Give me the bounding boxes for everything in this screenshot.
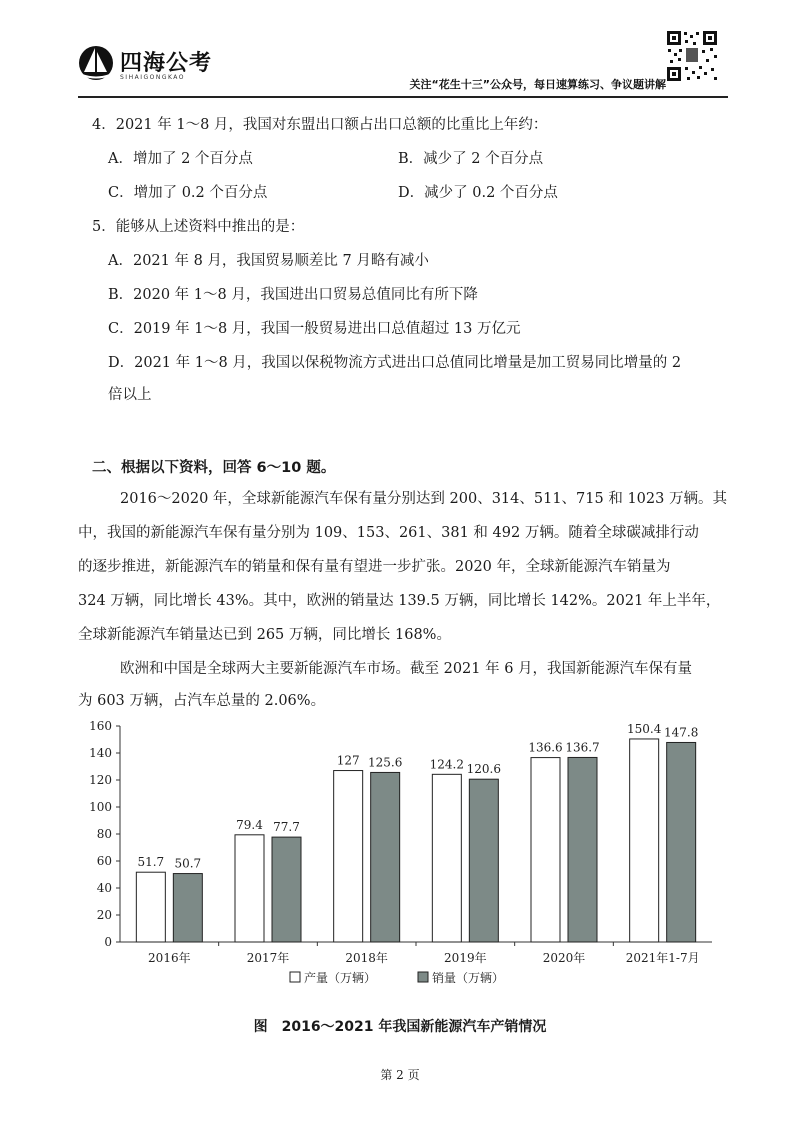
production-bar xyxy=(531,758,560,942)
question-4-option-b: B．减少了 2 个百分点 xyxy=(398,151,544,167)
section-title: 二、根据以下资料，回答 6～10 题。 xyxy=(92,460,336,476)
sales-bar xyxy=(469,779,498,942)
sales-bar xyxy=(568,757,597,942)
question-5-option-d: D．2021 年 1～8 月，我国以保税物流方式进出口总值同比增量是加工贸易同比增量的 2 xyxy=(108,355,682,371)
legend-sales-swatch xyxy=(418,972,428,982)
sailboat-logo-icon xyxy=(78,42,114,82)
production-bar xyxy=(136,872,165,942)
x-category-label: 2016年 xyxy=(148,951,191,965)
question-5-option-b: B．2020 年 1～8 月，我国进出口贸易总值同比有所下降 xyxy=(108,287,478,303)
sales-value-label: 120.6 xyxy=(466,762,502,777)
production-value-label: 136.6 xyxy=(528,740,563,755)
y-tick-label: 40 xyxy=(96,881,112,895)
paragraph-1-line-3: 的逐步推进，新能源汽车的销量和保有量有望进一步扩张。2020 年，全球新能源汽车销量为 xyxy=(78,559,671,575)
question-4-option-a: A．增加了 2 个百分点 xyxy=(108,151,253,167)
sales-value-label: 50.7 xyxy=(174,856,202,871)
y-tick-label: 20 xyxy=(96,908,112,922)
question-5-stem: 5．能够从上述资料中推出的是： xyxy=(92,219,305,235)
production-bar xyxy=(432,774,461,942)
sales-value-label: 77.7 xyxy=(273,820,300,835)
paragraph-1-line-5: 全球新能源汽车销量达已到 265 万辆，同比增长 168%。 xyxy=(78,627,451,643)
paragraph-1-line-1: 2016～2020 年，全球新能源汽车保有量分别达到 200、314、511、715 和 1023 万辆。其 xyxy=(120,491,727,507)
sales-bar xyxy=(371,772,400,942)
production-value-label: 51.7 xyxy=(137,855,165,870)
legend-production-swatch xyxy=(290,972,300,982)
sales-value-label: 125.6 xyxy=(367,755,403,770)
y-tick-label: 60 xyxy=(96,854,112,868)
legend-sales-label: 销量（万辆） xyxy=(432,971,505,985)
production-bar xyxy=(334,771,363,942)
y-tick-label: 140 xyxy=(89,746,112,760)
question-4-stem: 4．2021 年 1～8 月，我国对东盟出口额占出口总额的比重比上年约： xyxy=(92,117,548,133)
header-divider xyxy=(78,96,728,98)
sales-value-label: 147.8 xyxy=(663,725,699,740)
sales-value-label: 136.7 xyxy=(565,740,600,755)
y-tick-label: 0 xyxy=(104,935,112,949)
y-tick-label: 100 xyxy=(89,800,112,814)
paragraph-1-line-4: 324 万辆，同比增长 43%。其中，欧洲的销量达 139.5 万辆，同比增长 142%。2021 年上半年， xyxy=(78,593,721,609)
question-4-option-d: D．减少了 0.2 个百分点 xyxy=(398,185,558,201)
paragraph-2-line-1: 欧洲和中国是全球两大主要新能源汽车市场。截至 2021 年 6 月，我国新能源汽车保有量 xyxy=(120,661,693,677)
question-5-option-d-continued: 倍以上 xyxy=(108,387,152,403)
x-category-label: 2020年 xyxy=(542,951,586,965)
question-5-option-a: A．2021 年 8 月，我国贸易顺差比 7 月略有减小 xyxy=(108,253,429,269)
production-bar xyxy=(235,835,264,942)
page-number: 第 2 页 xyxy=(380,1068,420,1082)
sales-bar xyxy=(173,874,202,942)
y-tick-label: 120 xyxy=(89,773,112,787)
paragraph-1-line-2: 中，我国的新能源汽车保有量分别为 109、153、261、381 和 492 万辆。随着全球碳减排行动 xyxy=(78,525,699,541)
production-value-label: 79.4 xyxy=(236,817,263,832)
paragraph-2-line-2: 为 603 万辆，占汽车总量的 2.06%。 xyxy=(78,693,326,709)
question-4-option-c: C．增加了 0.2 个百分点 xyxy=(108,185,268,201)
brand-name: 四海公考 xyxy=(120,51,213,76)
brand-subtitle: SIHAIGONGKAO xyxy=(120,74,186,81)
production-bar xyxy=(630,739,659,942)
production-value-label: 127 xyxy=(336,753,360,768)
y-tick-label: 160 xyxy=(89,719,112,733)
sales-bar xyxy=(272,837,301,942)
sales-bar xyxy=(667,742,696,942)
x-category-label: 2021年1-7月 xyxy=(625,951,700,965)
chart-caption: 图 2016～2021 年我国新能源汽车产销情况 xyxy=(253,1019,547,1035)
production-sales-bar-chart xyxy=(86,712,726,1022)
x-category-label: 2017年 xyxy=(246,951,290,965)
qr-code-icon xyxy=(666,30,718,82)
y-tick-label: 80 xyxy=(96,827,112,841)
x-category-label: 2019年 xyxy=(444,951,487,965)
question-5-option-c: C．2019 年 1～8 月，我国一般贸易进出口总值超过 13 万亿元 xyxy=(108,321,521,337)
header-note: 关注“花生十三”公众号，每日速算练习、争议题讲解 xyxy=(409,78,666,91)
production-value-label: 124.2 xyxy=(429,757,465,772)
legend-production-label: 产量（万辆） xyxy=(304,971,377,985)
production-value-label: 150.4 xyxy=(626,721,662,736)
page-header xyxy=(78,28,728,92)
x-category-label: 2018年 xyxy=(345,951,388,965)
